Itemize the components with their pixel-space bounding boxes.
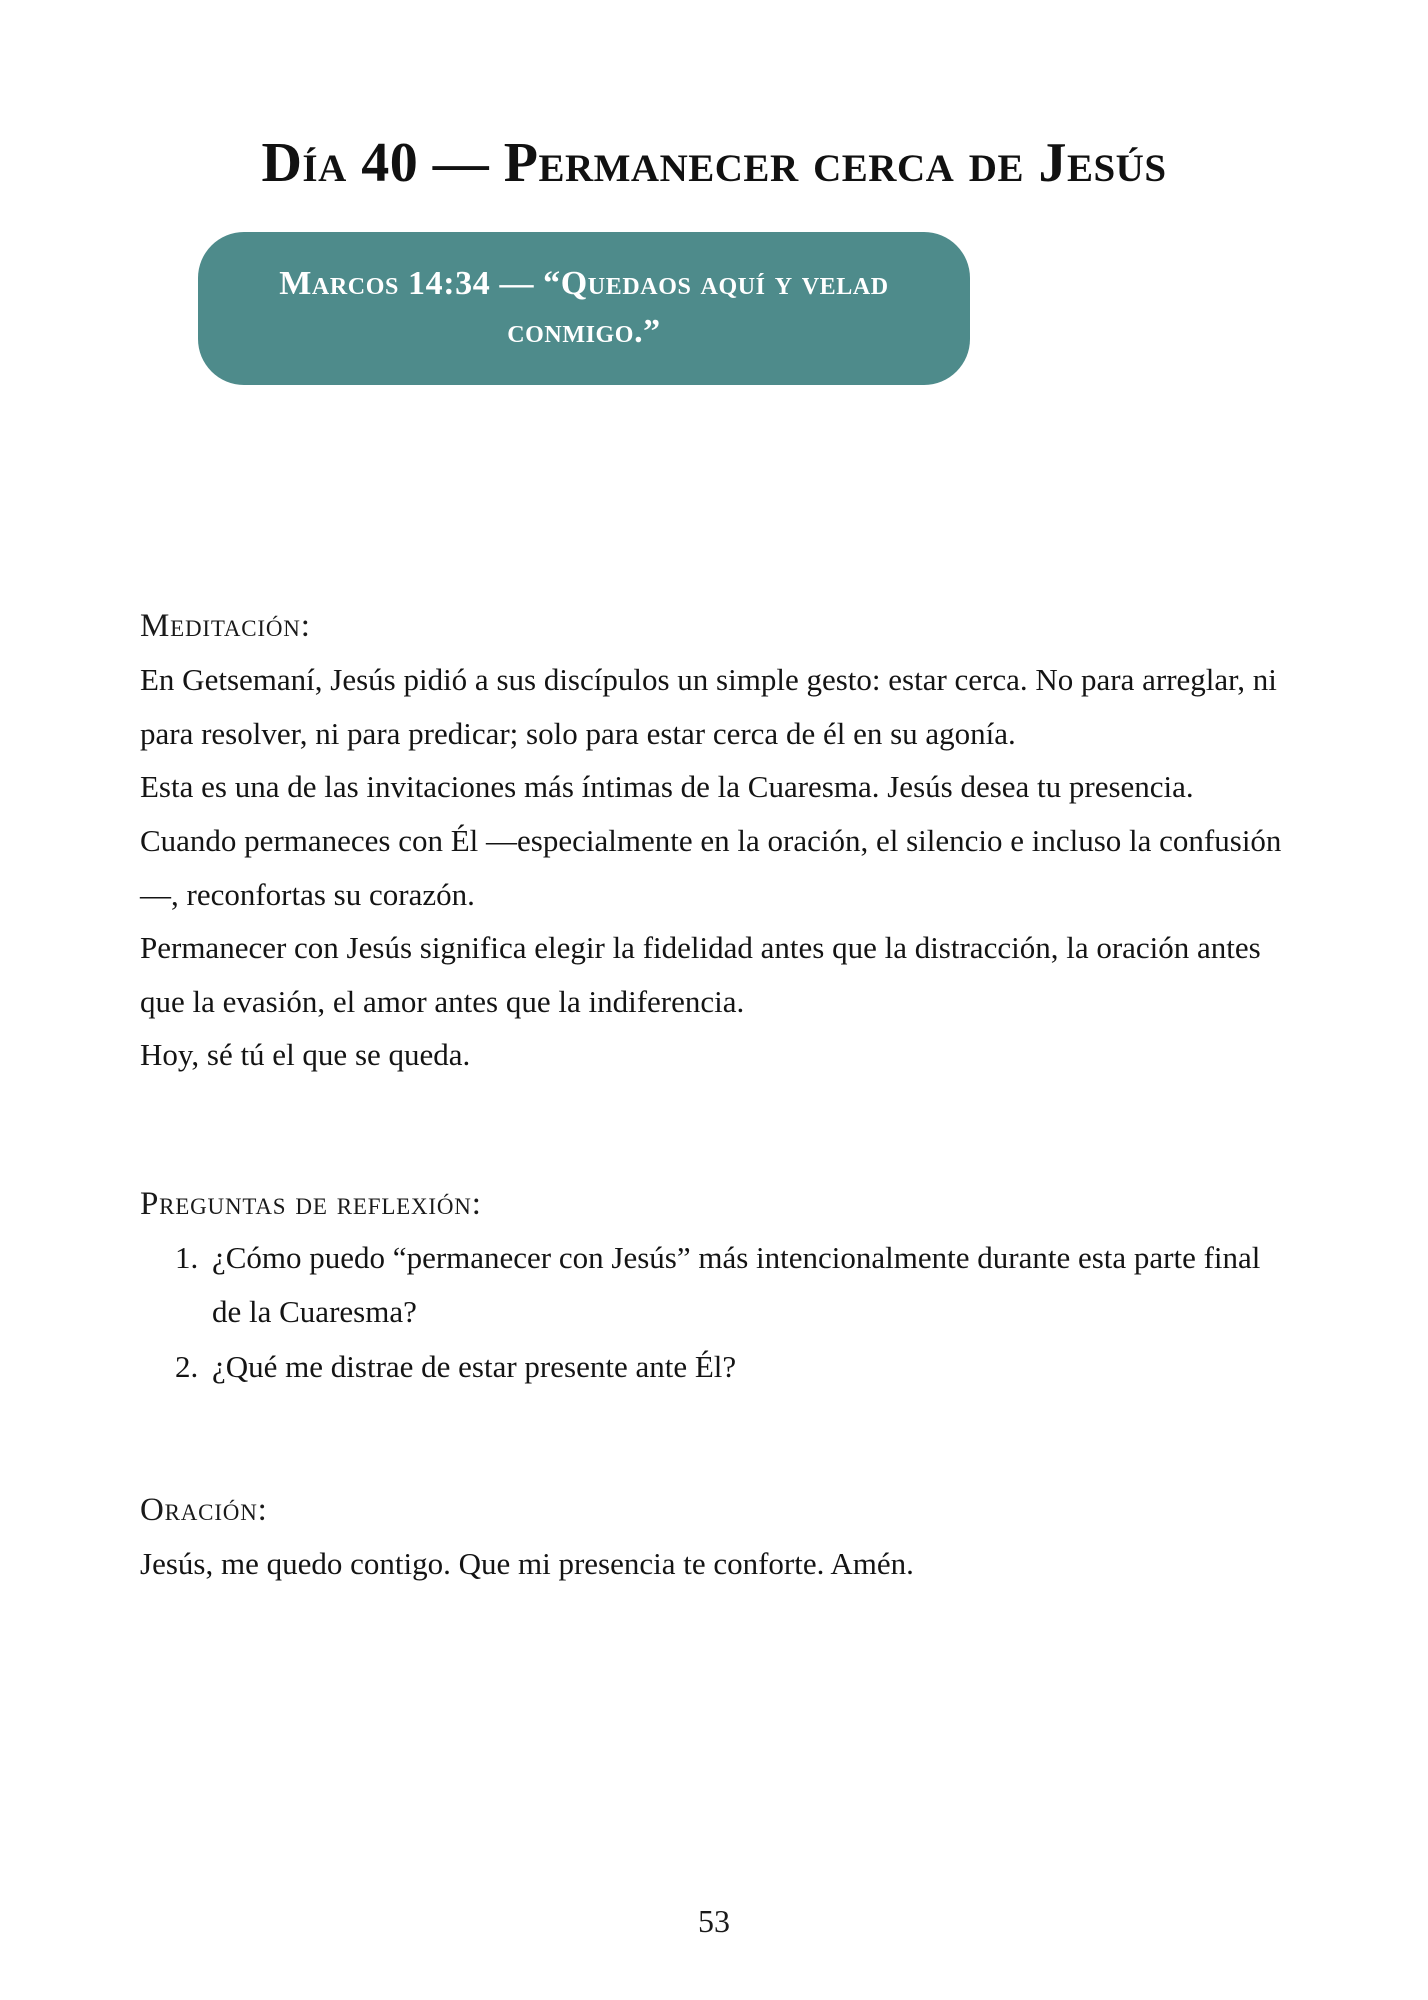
- section-prayer: [140, 1492, 1290, 1591]
- page-title-text: Día 40 — Permanecer cerca de Jesús: [261, 131, 1167, 194]
- section-reflection: [140, 1186, 1290, 1394]
- meditation-paragraph-4: Hoy, sé tú el que se queda.: [140, 1037, 471, 1073]
- meditation-heading: Meditación:: [140, 608, 311, 644]
- reflection-heading: Preguntas de reflexión:: [140, 1186, 482, 1222]
- page-number: 53: [698, 1903, 730, 1939]
- page-title: [0, 130, 1428, 196]
- meditation-paragraph-1: En Getsemaní, Jesús pidió a sus discípulos un simple gesto: estar cerca. No para arreglar, ni para resolver, ni para predicar; solo para estar cerca de él en su agonía.: [140, 662, 1277, 751]
- verse-banner-text: Marcos 14:34 — “Quedaos aquí y velad conmigo.”: [279, 265, 889, 351]
- list-item: 2. ¿Qué me distrae de estar presente ante Él?: [206, 1340, 1290, 1394]
- prayer-paragraph-1: Jesús, me quedo contigo. Que mi presencia te conforte. Amén.: [140, 1545, 914, 1581]
- meditation-paragraph-3: Permanecer con Jesús significa elegir la fidelidad antes que la distracción, la oración antes que la evasión, el amor antes que la indiferencia.: [140, 930, 1261, 1019]
- document-content: [140, 608, 1290, 1591]
- meditation-paragraph-2: Esta es una de las invitaciones más íntimas de la Cuaresma. Jesús desea tu presencia. Cuando permaneces con Él —especialmente en la oración, el silencio e incluso la confusión—, reconfortas su corazón.: [140, 769, 1282, 912]
- section-spacer-1: [140, 1082, 1290, 1186]
- verse-banner: [198, 232, 970, 385]
- prayer-heading: Oración:: [140, 1491, 268, 1528]
- section-meditation: [140, 608, 1290, 1082]
- reflection-question-list: [140, 1231, 1290, 1394]
- section-spacer-2: [140, 1396, 1290, 1492]
- list-item: 1. ¿Cómo puedo “permanecer con Jesús” más intencionalmente durante esta parte final de la Cuaresma?: [206, 1231, 1290, 1338]
